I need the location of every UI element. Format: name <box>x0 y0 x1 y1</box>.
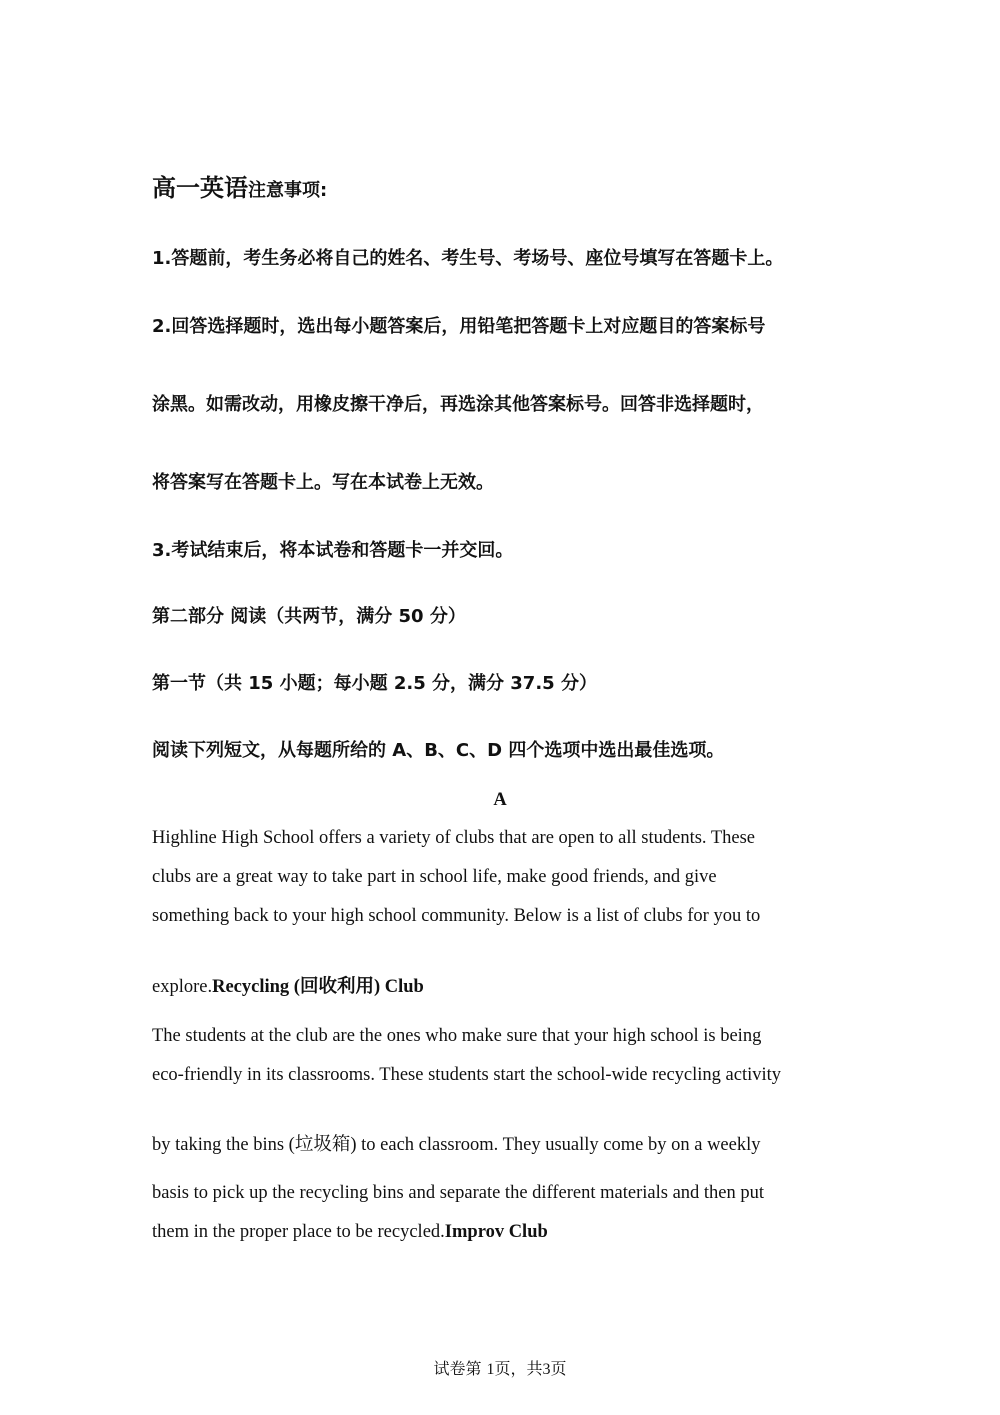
club-heading-recycling <box>212 977 424 997</box>
passage-label: A <box>493 790 507 810</box>
subject-title: 高一英语 <box>152 174 248 202</box>
instruction-3: 3.考试结束后，将本试卷和答题卡一并交回。 <box>152 540 514 561</box>
club-heading-recycling-cn: 回收利用 <box>299 976 374 997</box>
passage-p2-line-3-a: by taking the bins ( <box>152 1135 295 1155</box>
reading-directions: 阅读下列短文，从每题所给的 A、B、C、D 四个选项中选出最佳选项。 <box>152 740 725 761</box>
passage-p2-line-1: The students at the club are the ones who make sure that your high school is being <box>152 1026 762 1046</box>
footer-prefix: 试卷第 <box>433 1359 487 1378</box>
passage-p1-line-4-text: explore. <box>152 977 213 997</box>
instruction-2-line-2: 涂黑。如需改动，用橡皮擦干净后，再选涂其他答案标号。回答非选择题时， <box>152 394 764 415</box>
passage-p2-line-3-cn: 垃圾箱 <box>294 1134 351 1155</box>
passage-p1-line-4 <box>152 972 424 998</box>
passage-p1-line-2: clubs are a great way to take part in school life, make good friends, and give <box>152 867 717 887</box>
page-footer <box>0 1356 1000 1379</box>
passage-p2-line-5-text: them in the proper place to be recycled. <box>152 1222 445 1242</box>
passage-p2-line-4: basis to pick up the recycling bins and separate the different materials and then put <box>152 1183 765 1203</box>
instruction-2-line-3: 将答案写在答题卡上。写在本试卷上无效。 <box>152 472 494 493</box>
passage-p2-line-5 <box>152 1222 548 1243</box>
club-heading-improv: Improv Club <box>444 1222 548 1242</box>
passage-p2-line-3 <box>152 1130 761 1156</box>
subsection-heading: 第一节（共 15 小题；每小题 2.5 分，满分 37.5 分） <box>152 673 597 694</box>
footer-suffix: 页 <box>550 1359 567 1378</box>
footer-page-number: 1 <box>486 1361 495 1378</box>
notice-title: 注意事项: <box>248 180 328 201</box>
passage-p1-line-1: Highline High School offers a variety of clubs that are open to all students. These <box>152 828 755 848</box>
footer-middle: 页，共 <box>494 1359 543 1378</box>
club-heading-recycling-b: ) Club <box>373 977 424 997</box>
instruction-1: 1.答题前，考生务必将自己的姓名、考生号、考场号、座位号填写在答题卡上。 <box>152 248 784 269</box>
section-part-heading: 第二部分 阅读（共两节，满分 50 分） <box>152 606 466 627</box>
passage-p1-line-3: something back to your high school community. Below is a list of clubs for you to <box>152 906 761 926</box>
club-heading-recycling-a: Recycling ( <box>212 977 300 997</box>
instruction-2-line-1: 2.回答选择题时，选出每小题答案后，用铅笔把答题卡上对应题目的答案标号 <box>152 316 766 337</box>
page-title <box>152 168 327 203</box>
footer-total-pages: 3 <box>542 1361 551 1378</box>
passage-p2-line-2: eco-friendly in its classrooms. These students start the school-wide recycling activity <box>152 1065 782 1085</box>
passage-p2-line-3-b: ) to each classroom. They usually come by on a weekly <box>350 1135 761 1155</box>
